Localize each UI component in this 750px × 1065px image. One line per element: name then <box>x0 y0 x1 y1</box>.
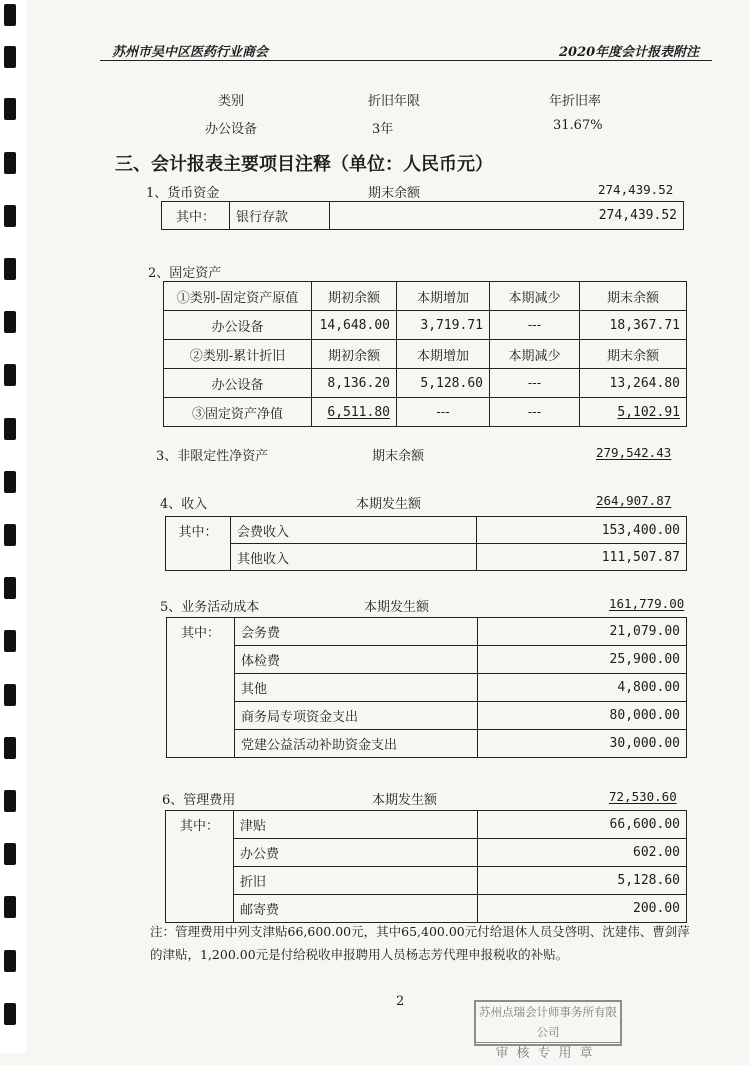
fixed-cell: 办公设备 <box>164 369 312 398</box>
dep-row-years: 3年 <box>372 122 394 137</box>
fixed-title: 2、固定资产 <box>148 266 222 281</box>
fixed-cell: 8,136.20 <box>312 369 397 398</box>
binding-hole <box>4 896 16 918</box>
income-item-name: 会费收入 <box>231 517 477 544</box>
income-table <box>165 516 687 571</box>
cost-total: 161,779.00 <box>609 596 685 611</box>
table-row <box>164 282 687 311</box>
cash-sub-label: 其中： <box>162 202 230 230</box>
cost-table <box>166 617 687 758</box>
fixed-cell: ②类别-累计折旧 <box>164 340 312 369</box>
fixed-cell: 13,264.80 <box>580 369 687 398</box>
table-row <box>166 811 687 839</box>
admin-table <box>165 810 687 923</box>
binding-hole <box>4 98 16 120</box>
table-row <box>164 369 687 398</box>
admin-item-value: 200.00 <box>478 895 687 923</box>
binding-hole <box>4 471 16 493</box>
binding-hole <box>4 843 16 865</box>
cash-total: 274,439.52 <box>598 182 674 197</box>
table-row <box>164 398 687 427</box>
blank-cell <box>167 730 235 758</box>
table-row <box>167 674 687 702</box>
income-item-name: 其他收入 <box>231 544 477 571</box>
table-row <box>167 618 687 646</box>
cost-item-name: 商务局专项资金支出 <box>235 702 478 730</box>
binding-hole <box>4 46 16 68</box>
admin-col-label: 本期发生额 <box>372 793 438 808</box>
dep-header-years: 折旧年限 <box>368 94 421 109</box>
binding-hole <box>4 364 16 386</box>
binding-hole <box>4 258 16 280</box>
binding-hole <box>4 311 16 333</box>
fixed-cell: --- <box>490 311 580 340</box>
cost-item-value: 80,000.00 <box>478 702 687 730</box>
binding-hole <box>4 577 16 599</box>
stamp-purpose: 审核专用章 <box>495 1046 601 1061</box>
admin-item-value: 602.00 <box>478 839 687 867</box>
binding-hole <box>4 1003 16 1025</box>
admin-item-name: 津贴 <box>234 811 478 839</box>
fixed-cell: --- <box>397 398 490 427</box>
fixed-cell: 本期减少 <box>490 282 580 311</box>
blank-cell <box>167 646 235 674</box>
table-row <box>166 544 687 571</box>
binding-hole <box>4 630 16 652</box>
fixed-cell: 期初余额 <box>312 340 397 369</box>
table-row <box>166 839 687 867</box>
cost-item-value: 30,000.00 <box>478 730 687 758</box>
blank-cell <box>166 839 234 867</box>
cash-table <box>161 201 684 230</box>
cash-item-name: 银行存款 <box>230 202 330 230</box>
table-row <box>167 702 687 730</box>
fixed-cell: 5,128.60 <box>397 369 490 398</box>
admin-item-value: 66,600.00 <box>478 811 687 839</box>
table-row <box>166 895 687 923</box>
binding-hole <box>4 684 16 706</box>
fixed-cell: ①类别-固定资产原值 <box>164 282 312 311</box>
dep-header-category: 类别 <box>218 94 245 109</box>
cost-title: 5、业务活动成本 <box>160 600 260 615</box>
section-title: 三、会计报表主要项目注释（单位：人民币元） <box>115 154 493 175</box>
cost-sub-label: 其中： <box>167 618 235 646</box>
fixed-cell: 本期减少 <box>490 340 580 369</box>
net-assets-title: 3、非限定性净资产 <box>156 449 269 464</box>
blank-cell <box>166 867 234 895</box>
fixed-cell: 5,102.91 <box>617 404 680 420</box>
fixed-cell: 期末余额 <box>580 282 687 311</box>
net-assets-col-label: 期末余额 <box>372 449 425 464</box>
blank-cell <box>167 702 235 730</box>
fixed-cell: --- <box>490 398 580 427</box>
blank-cell <box>166 544 231 571</box>
header-org: 苏州市吴中区医药行业商会 <box>112 45 269 60</box>
fixed-cell: 期末余额 <box>580 340 687 369</box>
cost-item-name: 体检费 <box>235 646 478 674</box>
net-assets-total: 279,542.43 <box>596 445 672 460</box>
cash-item-value: 274,439.52 <box>330 202 684 230</box>
income-item-value: 153,400.00 <box>477 517 687 544</box>
dep-row-category: 办公设备 <box>205 122 258 137</box>
table-row <box>164 340 687 369</box>
income-item-value: 111,507.87 <box>477 544 687 571</box>
income-col-label: 本期发生额 <box>356 497 422 512</box>
page-number: 2 <box>396 994 405 1009</box>
table-row <box>166 517 687 544</box>
stamp-firm-name: 苏州点瑞会计师事务所有限公司 <box>476 1002 620 1043</box>
binding-hole <box>4 524 16 546</box>
cost-item-name: 其他 <box>235 674 478 702</box>
audit-stamp <box>474 1000 622 1061</box>
binding-hole <box>4 205 16 227</box>
fixed-cell: 本期增加 <box>397 340 490 369</box>
table-row <box>162 202 684 230</box>
cash-col-label: 期末余额 <box>368 186 421 201</box>
fixed-assets-table <box>163 281 687 427</box>
admin-sub-label: 其中： <box>166 811 234 839</box>
header-report-title: 2020年度会计报表附注 <box>559 45 700 60</box>
admin-item-name: 邮寄费 <box>234 895 478 923</box>
binding-hole <box>4 4 16 26</box>
cost-col-label: 本期发生额 <box>364 600 430 615</box>
cost-item-name: 党建公益活动补助资金支出 <box>235 730 478 758</box>
fixed-cell: 18,367.71 <box>580 311 687 340</box>
cash-title: 1、货币资金 <box>146 186 220 201</box>
cost-item-value: 25,900.00 <box>478 646 687 674</box>
income-sub-label: 其中： <box>166 517 231 544</box>
table-row <box>166 867 687 895</box>
fixed-cell: 14,648.00 <box>312 311 397 340</box>
binding-hole <box>4 418 16 440</box>
binding-hole <box>4 737 16 759</box>
binding-strip <box>0 0 26 1053</box>
header-rule <box>100 60 712 61</box>
admin-item-name: 折旧 <box>234 867 478 895</box>
blank-cell <box>166 895 234 923</box>
income-title: 4、收入 <box>160 497 208 512</box>
fixed-cell: 3,719.71 <box>397 311 490 340</box>
dep-header-rate: 年折旧率 <box>549 94 602 109</box>
admin-title: 6、管理费用 <box>162 793 236 808</box>
income-total: 264,907.87 <box>596 493 672 508</box>
dep-row-rate: 31.67% <box>553 118 603 133</box>
admin-item-name: 办公费 <box>234 839 478 867</box>
blank-cell <box>167 674 235 702</box>
fixed-cell: 6,511.80 <box>327 404 390 420</box>
cost-item-value: 4,800.00 <box>478 674 687 702</box>
binding-hole <box>4 950 16 972</box>
binding-hole <box>4 152 16 174</box>
admin-total: 72,530.60 <box>609 789 677 804</box>
fixed-cell: 本期增加 <box>397 282 490 311</box>
table-row <box>167 730 687 758</box>
footnote: 注：管理费用中列支津贴66,600.00元，其中65,400.00元付给退休人员殳啓明、沈建伟、曹剑萍的津贴，1,200.00元是付给税收申报聘用人员杨志芳代理申报税收的补贴。 <box>150 924 690 962</box>
table-row <box>164 311 687 340</box>
binding-hole <box>4 790 16 812</box>
table-row <box>167 646 687 674</box>
cost-item-value: 21,079.00 <box>478 618 687 646</box>
cost-item-name: 会务费 <box>235 618 478 646</box>
fixed-cell: 期初余额 <box>312 282 397 311</box>
fixed-cell: 办公设备 <box>164 311 312 340</box>
admin-item-value: 5,128.60 <box>478 867 687 895</box>
fixed-cell: ③固定资产净值 <box>164 398 312 427</box>
fixed-cell: --- <box>490 369 580 398</box>
